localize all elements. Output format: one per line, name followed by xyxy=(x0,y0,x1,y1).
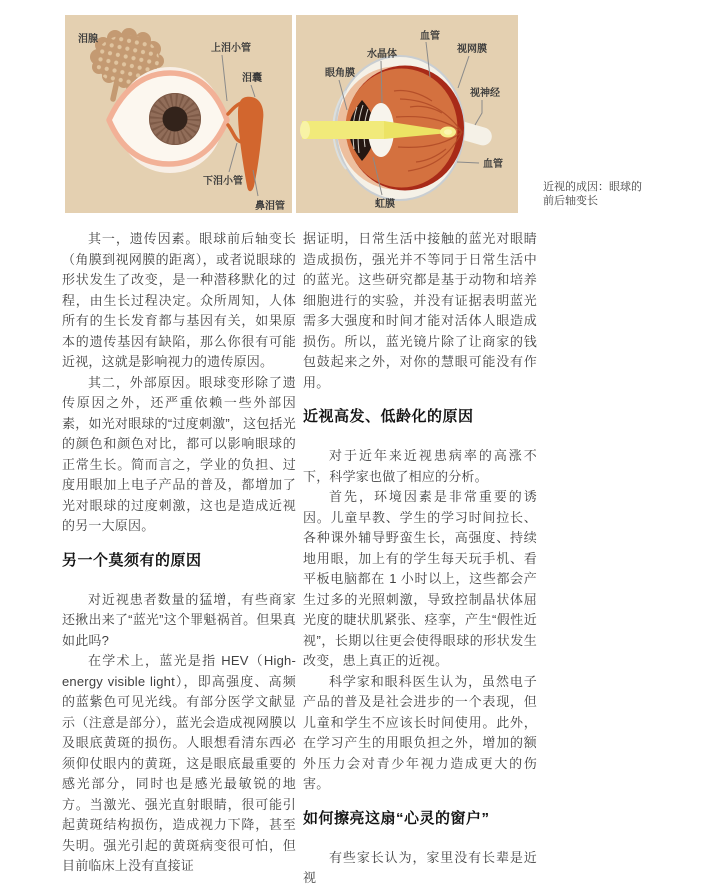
section-heading: 另一个莫须有的原因 xyxy=(62,551,202,569)
lacrimal-sac-label: 泪囊 xyxy=(242,73,262,84)
iris-label: 虹膜 xyxy=(375,199,395,210)
cornea-label: 眼角膜 xyxy=(325,68,355,79)
vessel-top-label: 血管 xyxy=(420,31,440,42)
body-paragraph: 对于近年来近视患病率的高涨不下，科学家也做了相应的分析。 xyxy=(303,448,537,484)
tear-gland-label: 泪腺 xyxy=(78,34,98,45)
body-paragraph: 其二，外部原因。眼球变形除了遗传原因之外，还严重依赖一些外部因素，如光对眼球的“过度刺激”，这包括光的颜色和颜色对比，都可以影响眼球的正常生长。简而言之，学业的负担、过度用眼加上电子产品的普及，都增加了光对眼球的过度刺激，这也是造成近视的另一大原因。 xyxy=(62,374,296,533)
body-paragraph: 对近视患者数量的猛增，有些商家还揪出来了“蓝光”这个罪魁祸首。但果真如此吗? xyxy=(62,591,296,648)
column-right xyxy=(303,229,537,889)
lens-label: 水晶体 xyxy=(367,49,397,60)
eyeball-section-illustration xyxy=(296,15,518,213)
vessel-bottom-label: 血管 xyxy=(483,159,503,170)
body-paragraph: 科学家和眼科医生认为，虽然电子产品的普及是社会进步的一个表现，但儿童和学生不应该长时间使用。此外，在学习产生的用眼负担之外，增加的额外压力会对青少年视力造成更大的伤害。 xyxy=(303,673,537,791)
figure-caption: 近视的成因：眼球的前后轴变长 xyxy=(543,181,642,207)
body-paragraph: 据证明，日常生活中接触的蓝光对眼睛造成损伤，强光并不等同于日常生活中的蓝光。这些研究都是基于动物和培养细胞进行的实验，并没有证据表明蓝光需多大强度和时间才能对活体人眼造成损伤。所以，蓝光镜片除了让商家的钱包鼓起来之外，对你的慧眼可能没有作用。 xyxy=(303,231,537,390)
section-heading: 近视高发、低龄化的原因 xyxy=(303,408,474,425)
body-paragraph: 首先，环境因素是非常重要的诱因。儿童早教、学生的学习时间拉长、各种课外辅导野蛮生长，高强度、持续地用眼，加上有的学生每天玩手机、看平板电脑都在 1 小时以上，这些都会产生过多的光照刺激，导致控制晶状体屈光度的睫状肌紧张、痉挛，产生“假性近视”，长期以往更会使得眼球的形状发生改变，患上真正的近视。 xyxy=(303,489,537,668)
pupil-front xyxy=(163,107,188,132)
body-paragraph: 在学术上，蓝光是指 HEV（High-energy visible light），即高强度、高频的蓝紫色可见光线。有部分医学文献显示（注意是部分），蓝光会造成视网膜以及眼底黄斑的损伤。人眼想看清东西必须仰仗眼内的黄斑，这是眼底最重要的感光部分，同时也是感光最敏锐的地方。当激光、强光直射眼睛，很可能引起黄斑结构损伤，造成视力下降，甚至失明。强光引起的黄斑病变很可怕，但目前临床上没有直接证 xyxy=(62,653,296,873)
body-paragraph: 其一，遗传因素。眼球前后轴变长（角膜到视网膜的距离），或者说眼球的形状发生了改变，是一种潜移默化的过程，由生长过程决定。众所周知，人体所有的生长发育都与基因有关，如果原本的遗传基因有缺陷，那么你很有可能近视，这就是影响视力的遗传原因。 xyxy=(62,231,296,369)
body-paragraph: 有些家长认为，家里没有长辈是近视 xyxy=(303,849,537,885)
tear-system-panel xyxy=(65,15,292,213)
lower-canaliculus-label: 下泪小管 xyxy=(203,176,243,187)
upper-canaliculus-label: 上泪小管 xyxy=(211,43,251,54)
section-heading: 如何擦亮这扇“心灵的窗户” xyxy=(303,809,490,827)
tear-system-illustration xyxy=(65,15,292,213)
eyeball-section-panel xyxy=(296,15,518,213)
optic-nerve-label: 视神经 xyxy=(470,88,500,99)
nasolacrimal-duct-label: 鼻泪管 xyxy=(255,201,285,212)
retina-label: 视网膜 xyxy=(457,44,487,55)
column-left xyxy=(62,229,296,877)
